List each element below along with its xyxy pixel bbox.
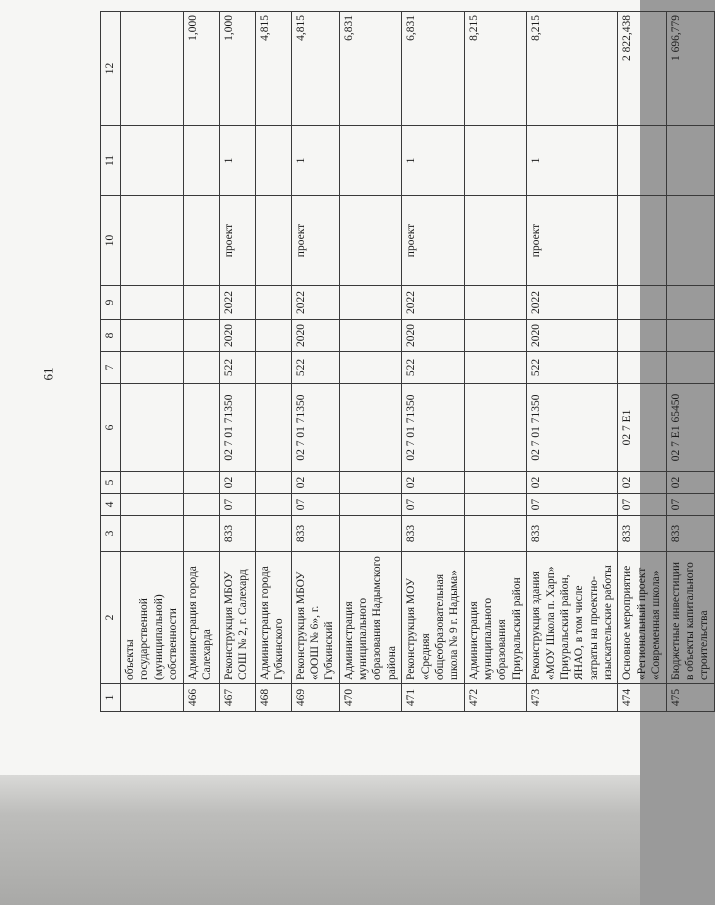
cell-col8 xyxy=(339,320,402,352)
cell-col9 xyxy=(666,286,714,320)
cell-col9 xyxy=(121,286,184,320)
cell-col11 xyxy=(339,126,402,196)
cell-col7: 522 xyxy=(527,352,618,384)
cell-col11 xyxy=(618,126,666,196)
cell-col6: 02 7 01 71350 xyxy=(219,384,255,472)
cell-col9 xyxy=(255,286,291,320)
cell-col11: 1 xyxy=(219,126,255,196)
cell-col7 xyxy=(618,352,666,384)
header-cell: 8 xyxy=(101,320,121,352)
cell-col3 xyxy=(183,516,219,552)
table-row xyxy=(666,12,714,712)
item-name: Администрация города Губкинского xyxy=(255,552,291,684)
cell-col8 xyxy=(121,320,184,352)
table-row xyxy=(255,12,291,712)
cell-col6: 02 7 01 71350 xyxy=(402,384,465,472)
cell-col4: 07 xyxy=(666,494,714,516)
header-cell: 2 xyxy=(101,552,121,684)
header-cell: 3 xyxy=(101,516,121,552)
budget-table xyxy=(100,11,715,712)
row-number: 472 xyxy=(464,684,527,712)
item-name: Реконструкция МОУ «Средняя общеобразовательная школа № 9 г. Надыма» xyxy=(402,552,465,684)
rotated-table-wrapper xyxy=(100,12,711,712)
item-name: Администрация города Салехарда xyxy=(183,552,219,684)
cell-col10: проект xyxy=(402,196,465,286)
cell-col3: 833 xyxy=(527,516,618,552)
item-name: Основное мероприятие «Региональный проект «Современная школа» xyxy=(618,552,666,684)
cell-amount: 6,831 xyxy=(402,12,465,126)
cell-col3 xyxy=(255,516,291,552)
cell-col4 xyxy=(255,494,291,516)
cell-col7 xyxy=(183,352,219,384)
cell-col7: 522 xyxy=(219,352,255,384)
cell-col8: 2020 xyxy=(219,320,255,352)
cell-col3: 833 xyxy=(666,516,714,552)
row-number: 474 xyxy=(618,684,666,712)
cell-col9: 2022 xyxy=(219,286,255,320)
cell-col7 xyxy=(666,352,714,384)
cell-col9 xyxy=(618,286,666,320)
table-row xyxy=(339,12,402,712)
table-row xyxy=(219,12,255,712)
header-cell: 5 xyxy=(101,472,121,494)
item-name: Администрация муниципального образования Надымского района xyxy=(339,552,402,684)
cell-col4: 07 xyxy=(219,494,255,516)
row-number: 469 xyxy=(291,684,339,712)
cell-col4 xyxy=(339,494,402,516)
table-row xyxy=(121,12,184,712)
cell-col7 xyxy=(339,352,402,384)
item-name: Администрация муниципального образования Приуральский район xyxy=(464,552,527,684)
cell-col4 xyxy=(464,494,527,516)
cell-col11 xyxy=(666,126,714,196)
cell-col10 xyxy=(666,196,714,286)
cell-col7: 522 xyxy=(291,352,339,384)
header-cell: 1 xyxy=(101,684,121,712)
cell-amount: 4,815 xyxy=(291,12,339,126)
table-row xyxy=(402,12,465,712)
item-name: Реконструкция здания «МОУ Школа п. Харп» Приуральский район, ЯНАО, в том числе затраты на проектно-изыскательские работы xyxy=(527,552,618,684)
cell-col5 xyxy=(183,472,219,494)
cell-col3 xyxy=(121,516,184,552)
header-row xyxy=(101,12,121,712)
item-name: Реконструкция МБОУ «ООШ № 6», г. Губкинский xyxy=(291,552,339,684)
row-number: 470 xyxy=(339,684,402,712)
cell-col10: проект xyxy=(291,196,339,286)
cell-col10 xyxy=(339,196,402,286)
cell-col3 xyxy=(339,516,402,552)
row-number: 467 xyxy=(219,684,255,712)
cell-col10 xyxy=(618,196,666,286)
cell-col4: 07 xyxy=(618,494,666,516)
cell-col8: 2020 xyxy=(527,320,618,352)
cell-col4: 07 xyxy=(291,494,339,516)
cell-col9 xyxy=(183,286,219,320)
cell-col5: 02 xyxy=(527,472,618,494)
cell-amount: 6,831 xyxy=(339,12,402,126)
cell-col6 xyxy=(464,384,527,472)
header-cell: 9 xyxy=(101,286,121,320)
cell-col8 xyxy=(464,320,527,352)
header-cell: 6 xyxy=(101,384,121,472)
cell-amount: 8,215 xyxy=(527,12,618,126)
cell-col4: 07 xyxy=(402,494,465,516)
cell-col5: 02 xyxy=(402,472,465,494)
header-cell: 10 xyxy=(101,196,121,286)
cell-col8 xyxy=(618,320,666,352)
table-row xyxy=(183,12,219,712)
row-number: 466 xyxy=(183,684,219,712)
cell-amount xyxy=(121,12,184,126)
cell-col3: 833 xyxy=(291,516,339,552)
cell-col3: 833 xyxy=(402,516,465,552)
cell-col10 xyxy=(464,196,527,286)
cell-amount: 8,215 xyxy=(464,12,527,126)
item-name: Бюджетные инвестиции в объекты капитального строительства xyxy=(666,552,714,684)
cell-col10 xyxy=(255,196,291,286)
cell-col9: 2022 xyxy=(527,286,618,320)
cell-col6 xyxy=(255,384,291,472)
table-row xyxy=(618,12,666,712)
page-number: 61 xyxy=(40,367,56,381)
cell-col5 xyxy=(464,472,527,494)
cell-col8 xyxy=(183,320,219,352)
cell-amount: 4,815 xyxy=(255,12,291,126)
cell-col9: 2022 xyxy=(402,286,465,320)
row-number: 471 xyxy=(402,684,465,712)
cell-col8 xyxy=(255,320,291,352)
cell-col10: проект xyxy=(527,196,618,286)
cell-col6: 02 7 01 71350 xyxy=(527,384,618,472)
cell-col9: 2022 xyxy=(291,286,339,320)
header-cell: 4 xyxy=(101,494,121,516)
cell-col11: 1 xyxy=(527,126,618,196)
cell-col10 xyxy=(183,196,219,286)
row-number: 468 xyxy=(255,684,291,712)
cell-col8 xyxy=(666,320,714,352)
cell-col11 xyxy=(183,126,219,196)
row-number: 475 xyxy=(666,684,714,712)
cell-col5: 02 xyxy=(291,472,339,494)
header-cell: 12 xyxy=(101,12,121,126)
cell-col4 xyxy=(183,494,219,516)
cell-col5 xyxy=(339,472,402,494)
cell-col4: 07 xyxy=(527,494,618,516)
row-number: 473 xyxy=(527,684,618,712)
cell-amount: 1,000 xyxy=(183,12,219,126)
cell-col3: 833 xyxy=(618,516,666,552)
item-name: объекты государственной (муниципальной) собственности xyxy=(121,552,184,684)
cell-col5: 02 xyxy=(219,472,255,494)
cell-col8: 2020 xyxy=(291,320,339,352)
cell-col9 xyxy=(339,286,402,320)
cell-col7 xyxy=(464,352,527,384)
cell-col5: 02 xyxy=(618,472,666,494)
cell-col10 xyxy=(121,196,184,286)
row-number xyxy=(121,684,184,712)
cell-col3 xyxy=(464,516,527,552)
scan-background xyxy=(0,775,640,905)
cell-col6 xyxy=(121,384,184,472)
cell-col10: проект xyxy=(219,196,255,286)
cell-col11 xyxy=(121,126,184,196)
cell-col11: 1 xyxy=(291,126,339,196)
table-row xyxy=(527,12,618,712)
cell-col5 xyxy=(255,472,291,494)
cell-amount: 1,000 xyxy=(219,12,255,126)
table-row xyxy=(464,12,527,712)
cell-col6 xyxy=(339,384,402,472)
cell-col6: 02 7 01 71350 xyxy=(291,384,339,472)
header-cell: 11 xyxy=(101,126,121,196)
item-name: Реконструкция МБОУ СОШ № 2, г. Салехард xyxy=(219,552,255,684)
cell-col3: 833 xyxy=(219,516,255,552)
cell-col4 xyxy=(121,494,184,516)
cell-amount: 1 696,779 xyxy=(666,12,714,126)
cell-col7 xyxy=(121,352,184,384)
cell-col9 xyxy=(464,286,527,320)
cell-col6: 02 7 E1 xyxy=(618,384,666,472)
cell-col7 xyxy=(255,352,291,384)
cell-col5 xyxy=(121,472,184,494)
cell-col6 xyxy=(183,384,219,472)
cell-col7: 522 xyxy=(402,352,465,384)
cell-amount: 2 822,438 xyxy=(618,12,666,126)
cell-col11: 1 xyxy=(402,126,465,196)
cell-col8: 2020 xyxy=(402,320,465,352)
cell-col6: 02 7 E1 65450 xyxy=(666,384,714,472)
cell-col5: 02 xyxy=(666,472,714,494)
cell-col11 xyxy=(464,126,527,196)
header-cell: 7 xyxy=(101,352,121,384)
cell-col11 xyxy=(255,126,291,196)
table-row xyxy=(291,12,339,712)
